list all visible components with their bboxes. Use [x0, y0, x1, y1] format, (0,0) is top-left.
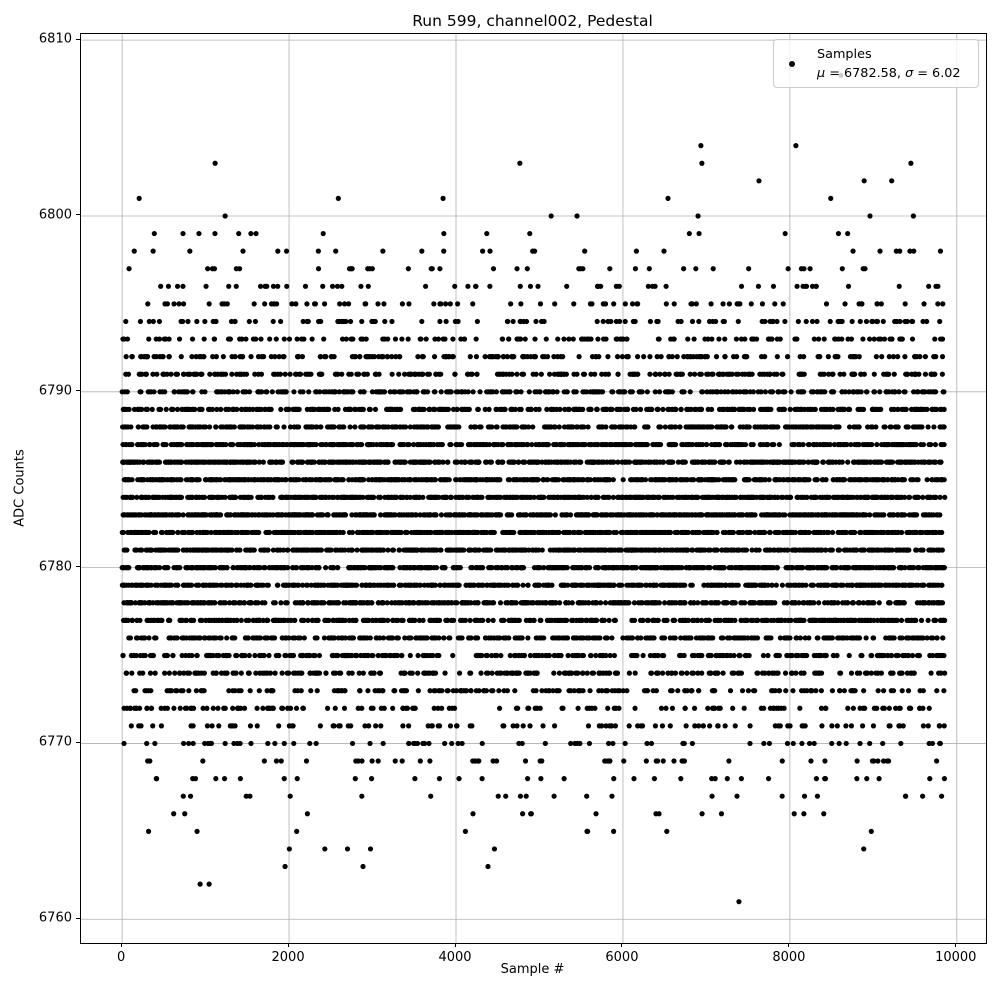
- scatter-canvas: [81, 34, 986, 943]
- x-tick-mark: [121, 943, 122, 947]
- legend-mu-value: = 6782.58,: [825, 65, 906, 81]
- legend-sigma-symbol: σ: [905, 65, 914, 81]
- y-tick-mark: [76, 918, 80, 919]
- x-tick-label: 0: [117, 950, 126, 965]
- y-tick-mark: [76, 39, 80, 40]
- plot-area: [80, 33, 987, 944]
- y-tick-label: 6760: [38, 910, 72, 926]
- legend-sigma-value: = 6.02: [913, 65, 961, 81]
- legend-text: [817, 45, 961, 83]
- y-tick-label: 6780: [38, 559, 72, 575]
- legend: [773, 39, 979, 88]
- y-tick-mark: [76, 214, 80, 215]
- y-tick-mark: [76, 742, 80, 743]
- x-tick-label: 6000: [605, 950, 639, 965]
- y-tick-mark: [76, 390, 80, 391]
- x-tick-mark: [955, 943, 956, 947]
- x-tick-mark: [288, 943, 289, 947]
- legend-stats: [817, 64, 961, 83]
- x-axis-label: Sample #: [500, 962, 565, 977]
- x-tick-mark: [621, 943, 622, 947]
- y-axis-label: ADC Counts: [12, 449, 28, 527]
- x-tick-label: 10000: [935, 950, 977, 965]
- legend-marker-dot: [784, 61, 800, 67]
- x-tick-label: 2000: [271, 950, 305, 965]
- x-tick-label: 8000: [772, 950, 806, 965]
- x-tick-label: 4000: [438, 950, 472, 965]
- y-tick-label: 6800: [38, 207, 72, 223]
- x-tick-mark: [788, 943, 789, 947]
- x-tick-mark: [455, 943, 456, 947]
- legend-mu-symbol: μ: [817, 65, 826, 81]
- chart-title: Run 599, channel002, Pedestal: [412, 12, 653, 30]
- legend-label-samples: Samples: [817, 46, 872, 62]
- y-tick-label: 6790: [38, 383, 72, 399]
- y-tick-label: 6810: [38, 31, 72, 47]
- y-tick-label: 6770: [38, 734, 72, 750]
- y-tick-mark: [76, 566, 80, 567]
